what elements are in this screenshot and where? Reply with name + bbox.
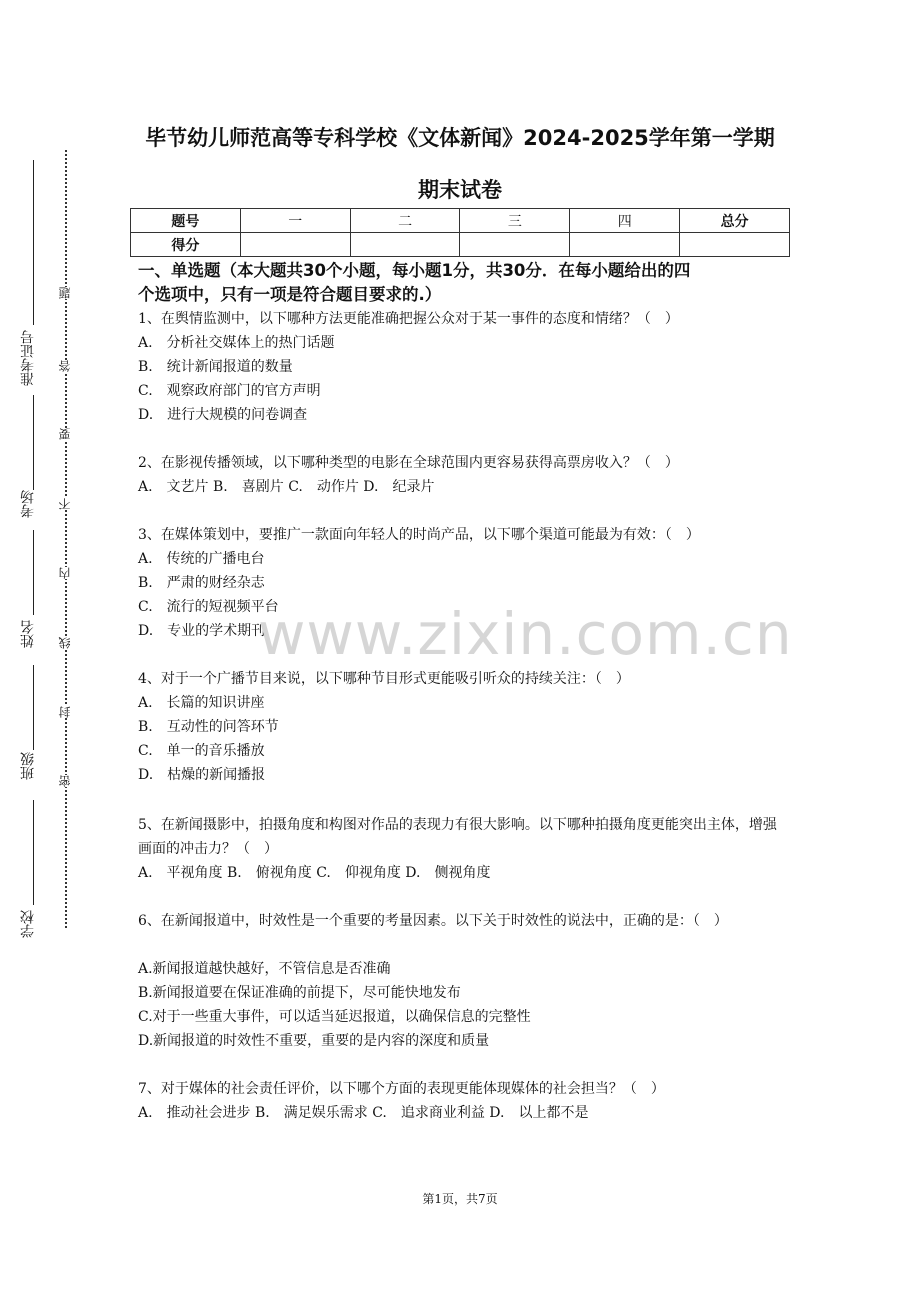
question-6-option-d: D.新闻报道的时效性不重要，重要的是内容的深度和质量 — [138, 1033, 490, 1049]
question-1-option-a: A. 分析社交媒体上的热门话题 — [138, 335, 335, 351]
exam-room-label: 考场 — [20, 490, 36, 518]
question-7-stem: 7、对于媒体的社会责任评价，以下哪个方面的表现更能体现媒体的社会担当？（ ） — [138, 1081, 665, 1097]
school-underline — [33, 800, 34, 905]
seal-char: 封 — [58, 706, 72, 718]
question-1-stem: 1、在舆情监测中，以下哪种方法更能准确把握公众对于某一事件的态度和情绪？（ ） — [138, 311, 679, 327]
section-heading-line1: 一、单选题（本大题共30个小题，每小题1分，共30分．在每小题给出的四 — [138, 261, 691, 280]
score-cell[interactable] — [680, 233, 790, 257]
name-underline — [33, 530, 34, 615]
score-cell[interactable] — [570, 233, 680, 257]
score-table — [130, 208, 790, 257]
question-5-stem: 5、在新闻摄影中，拍摄角度和构图对作品的表现力有很大影响。以下哪种拍摄角度更能突出主体，增强画面的冲击力？（ ） — [138, 817, 777, 857]
score-header-cell: 一 — [240, 209, 350, 233]
section-heading-line2: 个选项中，只有一项是符合题目要求的.） — [138, 285, 442, 304]
score-table-header-row — [131, 209, 790, 233]
question-6-option-c: C.对于一些重大事件，可以适当延迟报道，以确保信息的完整性 — [138, 1009, 531, 1025]
question-2-stem: 2、在影视传播领域，以下哪种类型的电影在全球范围内更容易获得高票房收入？（ ） — [138, 455, 679, 471]
class-label: 班级 — [20, 752, 36, 780]
question-1-option-b: B. 统计新闻报道的数量 — [138, 359, 293, 375]
score-cell[interactable] — [240, 233, 350, 257]
school-label: 学校 — [20, 910, 36, 938]
question-4-option-a: A. 长篇的知识讲座 — [138, 695, 265, 711]
score-header-cell: 总分 — [680, 209, 790, 233]
question-3-option-c: C. 流行的短视频平台 — [138, 599, 279, 615]
question-3-option-b: B. 严肃的财经杂志 — [138, 575, 265, 591]
score-cell[interactable] — [460, 233, 570, 257]
score-table-score-row — [131, 233, 790, 257]
question-3-stem: 3、在媒体策划中，要推广一款面向年轻人的时尚产品，以下哪个渠道可能最为有效：（ ） — [138, 527, 700, 543]
question-4-option-d: D. 枯燥的新闻播报 — [138, 767, 266, 783]
exam-room-underline — [33, 395, 34, 490]
exam-subtitle: 期末试卷 — [418, 178, 502, 202]
question-6-option-b: B.新闻报道要在保证准确的前提下，尽可能快地发布 — [138, 985, 461, 1001]
question-3-option-d: D. 专业的学术期刊 — [138, 623, 266, 639]
seal-char: 不 — [58, 498, 72, 510]
score-cell[interactable] — [350, 233, 460, 257]
question-4-option-c: C. 单一的音乐播放 — [138, 743, 265, 759]
exam-title: 毕节幼儿师范高等专科学校《文体新闻》2024-2025学年第一学期 — [145, 126, 775, 150]
question-5-options: A. 平视角度 B. 俯视角度 C. 仰视角度 D. 侧视角度 — [138, 865, 491, 881]
question-6-stem: 6、在新闻报道中，时效性是一个重要的考量因素。以下关于时效性的说法中，正确的是：（ ） — [138, 913, 728, 929]
score-row-label: 得分 — [131, 233, 241, 257]
seal-char: 内 — [58, 567, 72, 579]
question-1-option-d: D. 进行大规模的问卷调查 — [138, 407, 308, 423]
question-6-option-a: A.新闻报道越快越好，不管信息是否准确 — [138, 961, 391, 977]
score-header-cell: 四 — [570, 209, 680, 233]
question-4-stem: 4、对于一个广播节目来说，以下哪种节目形式更能吸引听众的持续关注：（ ） — [138, 671, 630, 687]
seal-char: 答 — [58, 360, 72, 372]
seal-char: 密 — [58, 775, 72, 787]
question-4-option-b: B. 互动性的问答环节 — [138, 719, 279, 735]
class-underline — [33, 665, 34, 750]
watermark: www.zixin.com.cn — [258, 600, 793, 668]
seal-char: 线 — [58, 637, 72, 649]
question-2-options: A. 文艺片 B. 喜剧片 C. 动作片 D. 纪录片 — [138, 479, 435, 495]
score-header-cell: 三 — [460, 209, 570, 233]
score-header-cell: 题号 — [131, 209, 241, 233]
question-1-option-c: C. 观察政府部门的官方声明 — [138, 383, 321, 399]
seal-char: 题 — [58, 287, 72, 299]
score-header-cell: 二 — [350, 209, 460, 233]
exam-id-label: 准考证号 — [20, 330, 36, 386]
page-number-footer: 第1页，共7页 — [422, 1192, 498, 1206]
question-7-options: A. 推动社会进步 B. 满足娱乐需求 C. 追求商业利益 D. 以上都不是 — [138, 1105, 589, 1121]
seal-dotted-line — [65, 150, 67, 928]
seal-char: 要 — [58, 428, 72, 440]
question-3-option-a: A. 传统的广播电台 — [138, 551, 265, 567]
name-label: 姓名 — [20, 620, 36, 648]
